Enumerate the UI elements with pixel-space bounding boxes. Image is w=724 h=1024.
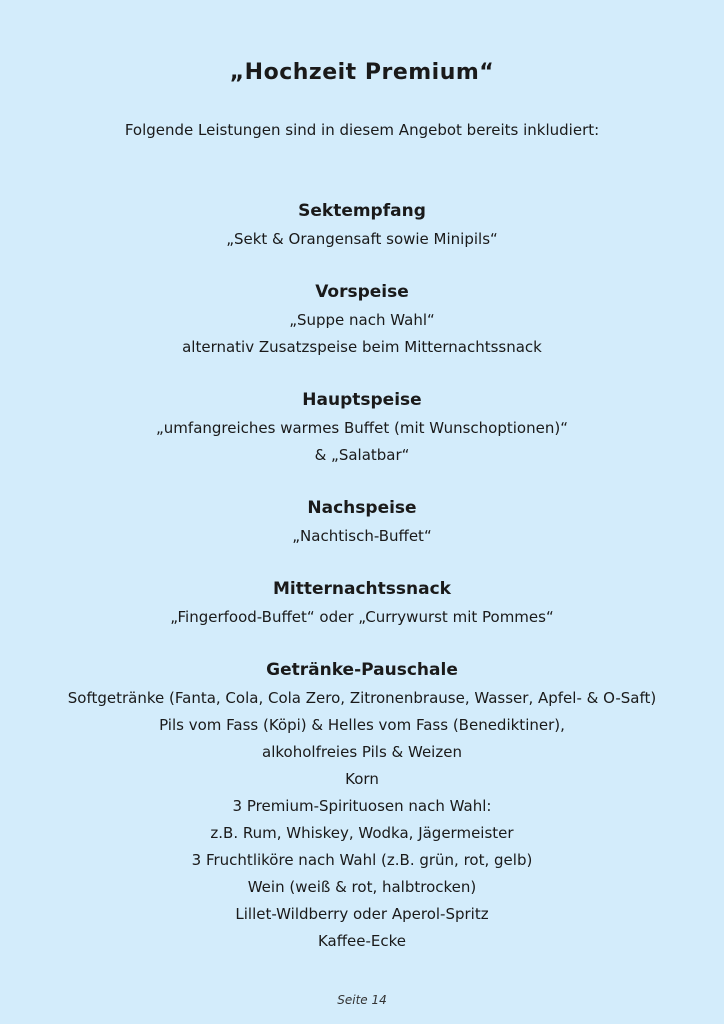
section-line: alternativ Zusatzspeise beim Mitternachtssnack xyxy=(182,338,542,356)
section-line: alkoholfreies Pils & Weizen xyxy=(262,743,462,761)
section-line: Pils vom Fass (Köpi) & Helles vom Fass (Benediktiner), xyxy=(159,716,565,734)
section-heading: Vorspeise xyxy=(315,282,409,302)
section-line: Korn xyxy=(345,770,379,788)
section-heading: Mitternachtssnack xyxy=(273,579,451,599)
section-hauptspeise xyxy=(0,388,724,469)
section-mitternachtssnack xyxy=(0,577,724,631)
section-line: Softgetränke (Fanta, Cola, Cola Zero, Zitronenbrause, Wasser, Apfel- & O-Saft) xyxy=(67,689,657,707)
section-line: 3 Fruchtliköre nach Wahl (z.B. grün, rot, gelb) xyxy=(191,851,533,869)
section-line: „Fingerfood-Buffet“ oder „Currywurst mit Pommes“ xyxy=(170,608,554,626)
section-heading: Nachspeise xyxy=(307,498,417,518)
section-line: Wein (weiß & rot, halbtrocken) xyxy=(247,878,477,896)
offer-sections xyxy=(0,199,724,982)
section-vorspeise xyxy=(0,280,724,361)
section-line: 3 Premium-Spirituosen nach Wahl: xyxy=(232,797,492,815)
page-number: Seite 14 xyxy=(337,993,387,1007)
section-heading: Hauptspeise xyxy=(302,390,422,410)
section-sektempfang xyxy=(0,199,724,253)
section-line: „Sekt & Orangensaft sowie Minipils“ xyxy=(226,230,498,248)
section-line: Kaffee-Ecke xyxy=(317,932,407,950)
section-getraenke-pauschale xyxy=(0,658,724,955)
section-nachspeise xyxy=(0,496,724,550)
section-line: Lillet-Wildberry oder Aperol-Spritz xyxy=(235,905,489,923)
section-line: & „Salatbar“ xyxy=(314,446,410,464)
section-line: z.B. Rum, Whiskey, Wodka, Jägermeister xyxy=(210,824,514,842)
section-heading: Getränke-Pauschale xyxy=(266,660,458,680)
section-line: „Nachtisch-Buffet“ xyxy=(292,527,432,545)
page-title: „Hochzeit Premium“ xyxy=(229,60,495,85)
section-line: „Suppe nach Wahl“ xyxy=(289,311,435,329)
section-heading: Sektempfang xyxy=(298,201,426,221)
intro-text: Folgende Leistungen sind in diesem Angebot bereits inkludiert: xyxy=(124,121,600,139)
section-line: „umfangreiches warmes Buffet (mit Wunschoptionen)“ xyxy=(156,419,568,437)
